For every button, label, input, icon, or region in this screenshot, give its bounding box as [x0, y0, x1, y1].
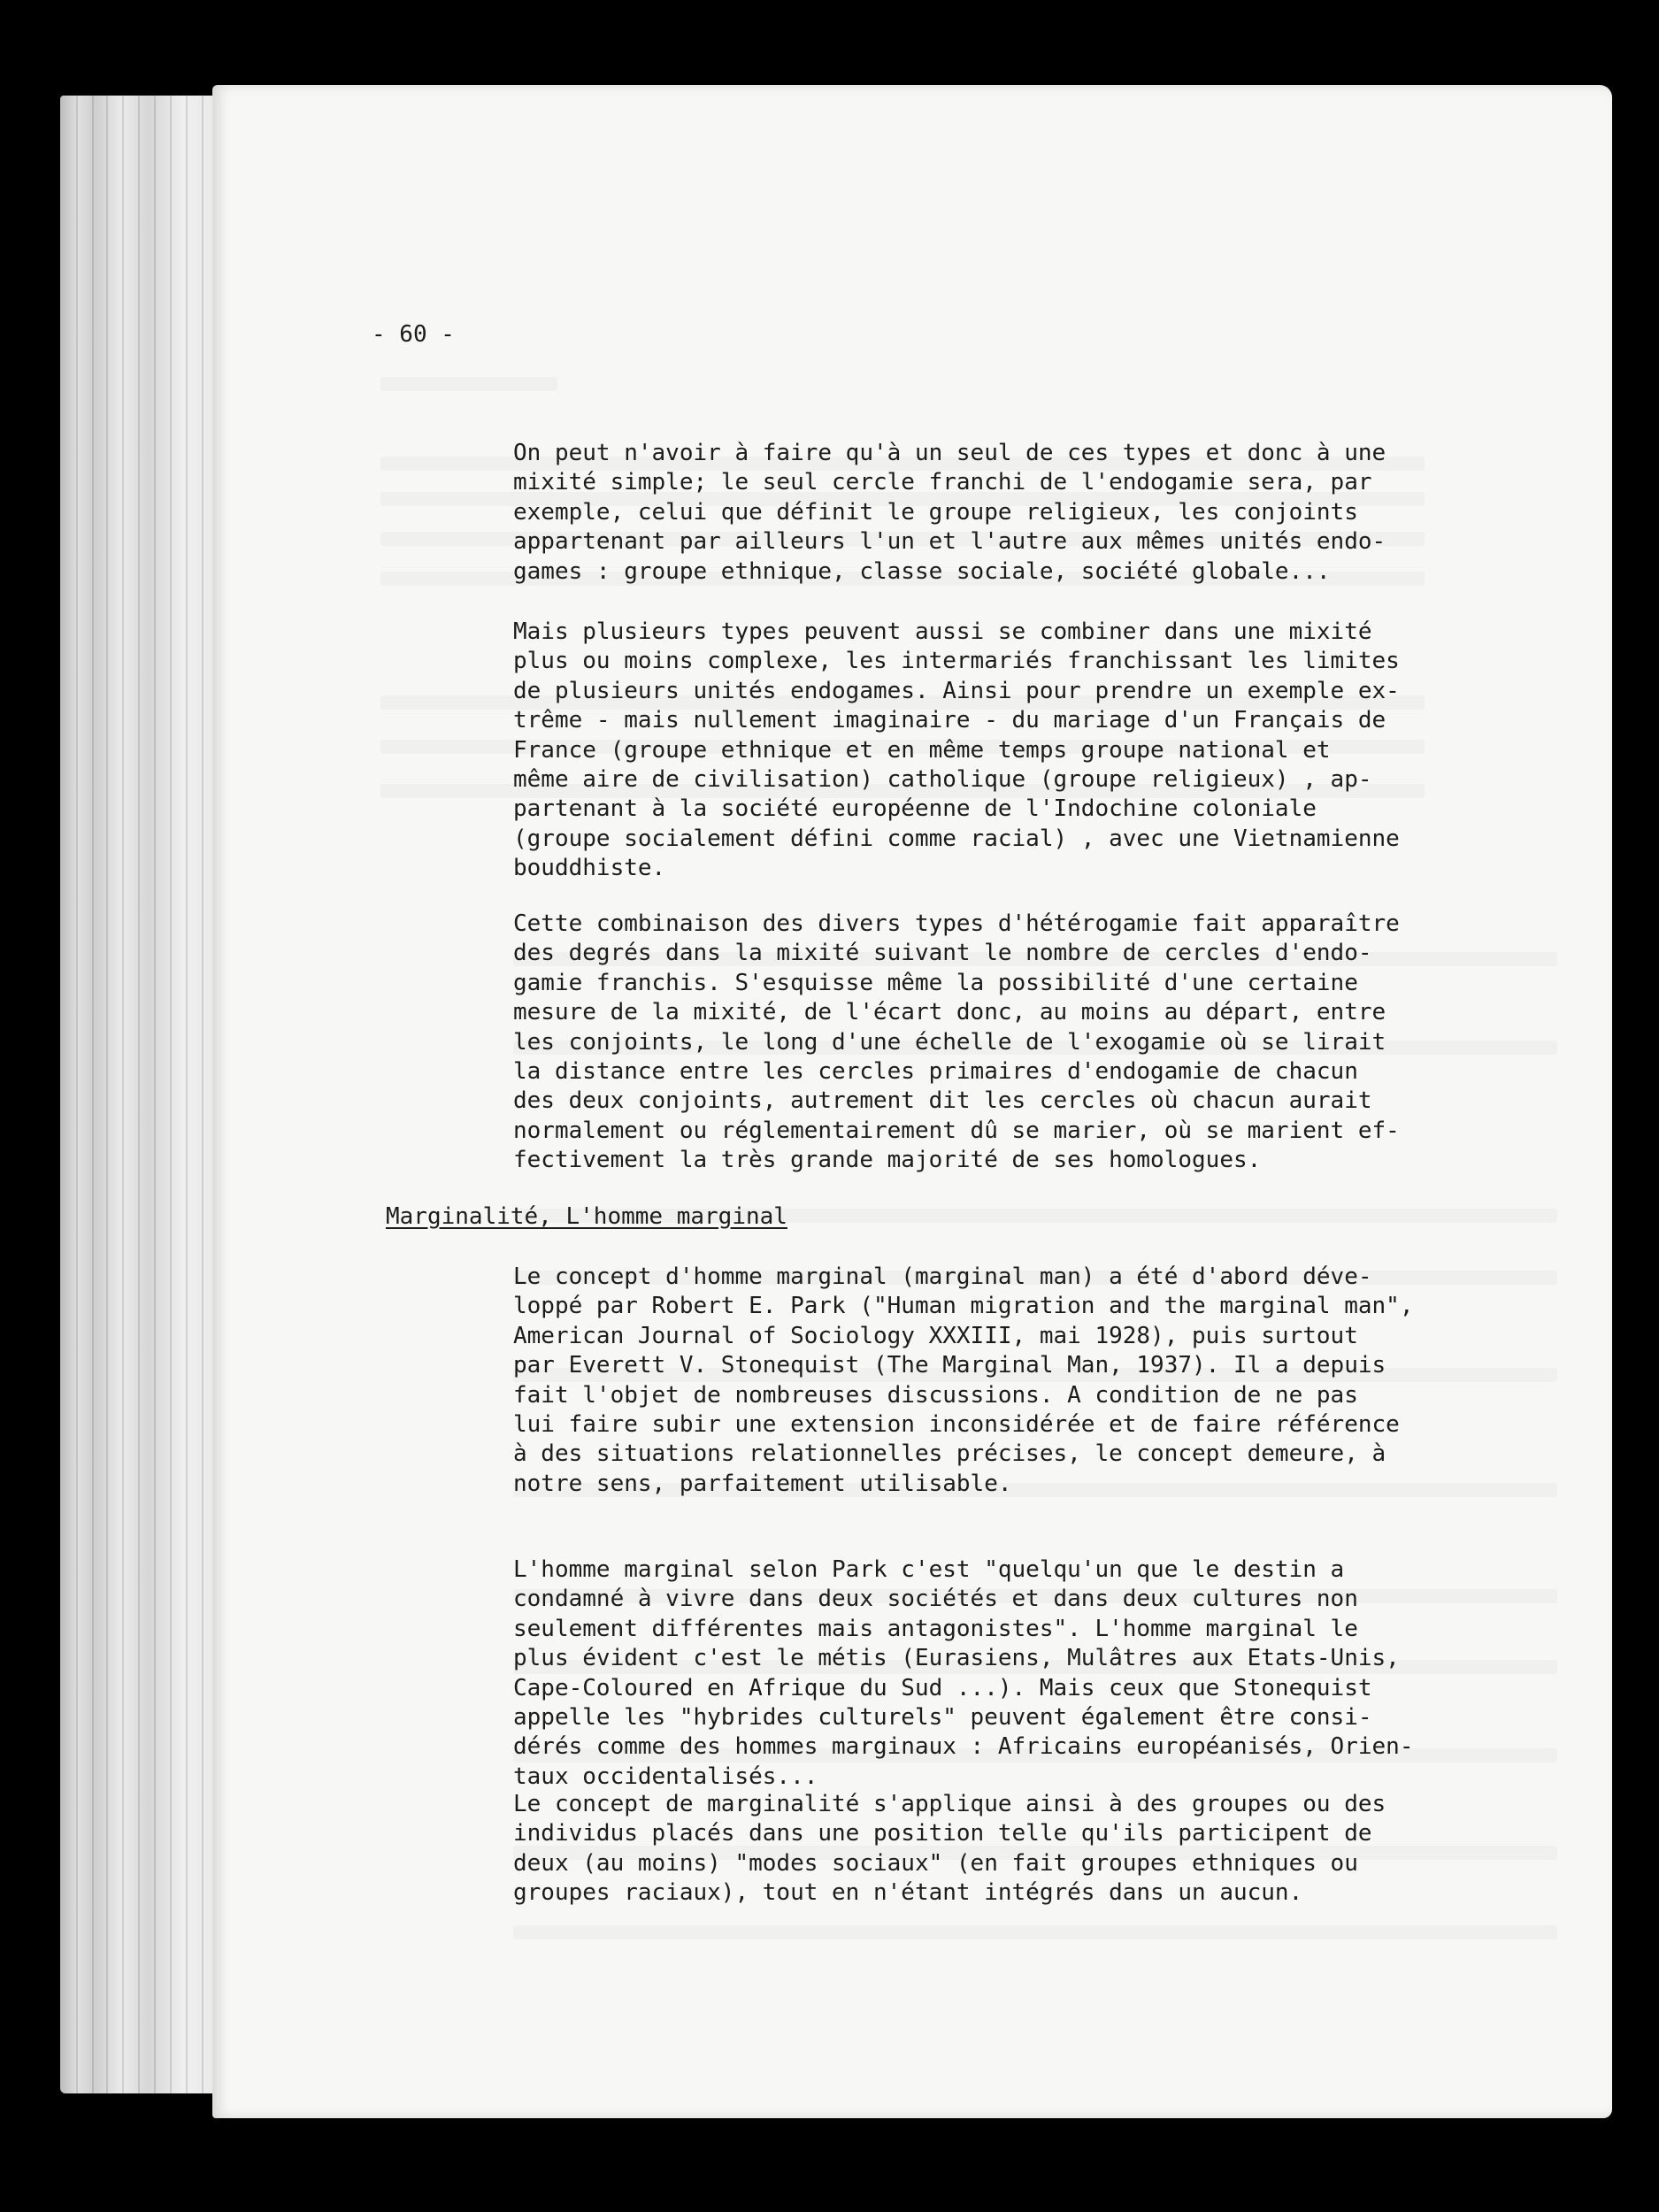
document-page [212, 85, 1612, 2118]
page-stack-edges [60, 96, 237, 2093]
paragraph-4: Le concept d'homme marginal (marginal man) a été d'abord déve- loppé par Robert E. Park ("Human migration and the marginal man", American Journal of Sociology XXXIII, mai 1928), puis surtout par Everett V. Stonequist (The Marginal Man, 1937). Il a depuis fait l'objet de nombreuses discussions. A condition de ne pas lui faire subir une extension inconsidérée et de faire référence à des situations relationnelles précises, le concept demeure, à notre sens, parfaitement utilisable. [513, 1263, 1414, 1497]
paragraph-2: Mais plusieurs types peuvent aussi se combiner dans une mixité plus ou moins complexe, les intermariés franchissant les limites de plusieurs unités endogames. Ainsi pour prendre un exemple ex- trême - mais nullement imaginaire - du mariage d'un Français de France (groupe ethnique et en même temps groupe national et même aire de civilisation) catholique (groupe religieux) , ap- partenant à la société européenne de l'Indochine coloniale (groupe socialement défini comme racial) , avec une Vietnamienne bouddhiste. [513, 618, 1400, 882]
page-number: - 60 - [372, 321, 455, 348]
paragraph-5: L'homme marginal selon Park c'est "quelqu'un que le destin a condamné à vivre dans deux sociétés et dans deux cultures non seulement différentes mais antagonistes". L'homme marginal le plus évident c'est le métis (Eurasiens, Mulâtres aux Etats-Unis, Cape-Coloured en Afrique du Sud ...). Mais ceux que Stonequist appelle les "hybrides culturels" peuvent également être consi- dérés comme des hommes marginaux : Africains européanisés, Orien- taux occidentalisés... [513, 1556, 1414, 1790]
paragraph-3: Cette combinaison des divers types d'hétérogamie fait apparaître des degrés dans la mixité suivant le nombre de cercles d'endo- gamie franchis. S'esquisse même la possibilité d'une certaine mesure de la mixité, de l'écart donc, au moins au départ, entre les conjoints, le long d'une échelle de l'exogamie où se lirait la distance entre les cercles primaires d'endogamie de chacun des deux conjoints, autrement dit les cercles où chacun aurait normalement ou réglementairement dû se marier, où se marient ef- fectivement la très grande majorité de ses homologues. [513, 910, 1400, 1174]
paragraph-6: Le concept de marginalité s'applique ainsi à des groupes ou des individus placés dans une position telle qu'ils participent de deux (au moins) "modes sociaux" (en fait groupes ethniques ou groupes raciaux), tout en n'étant intégrés dans un aucun. [513, 1791, 1386, 1907]
paragraph-1: On peut n'avoir à faire qu'à un seul de ces types et donc à une mixité simple; le seul cercle franchi de l'endogamie sera, par exemple, celui que définit le groupe religieux, les conjoints appartenant par ailleurs l'un et l'autre aux mêmes unités endo- games : groupe ethnique, classe sociale, société globale... [513, 440, 1386, 585]
section-heading: Marginalité, L'homme marginal [386, 1203, 787, 1230]
